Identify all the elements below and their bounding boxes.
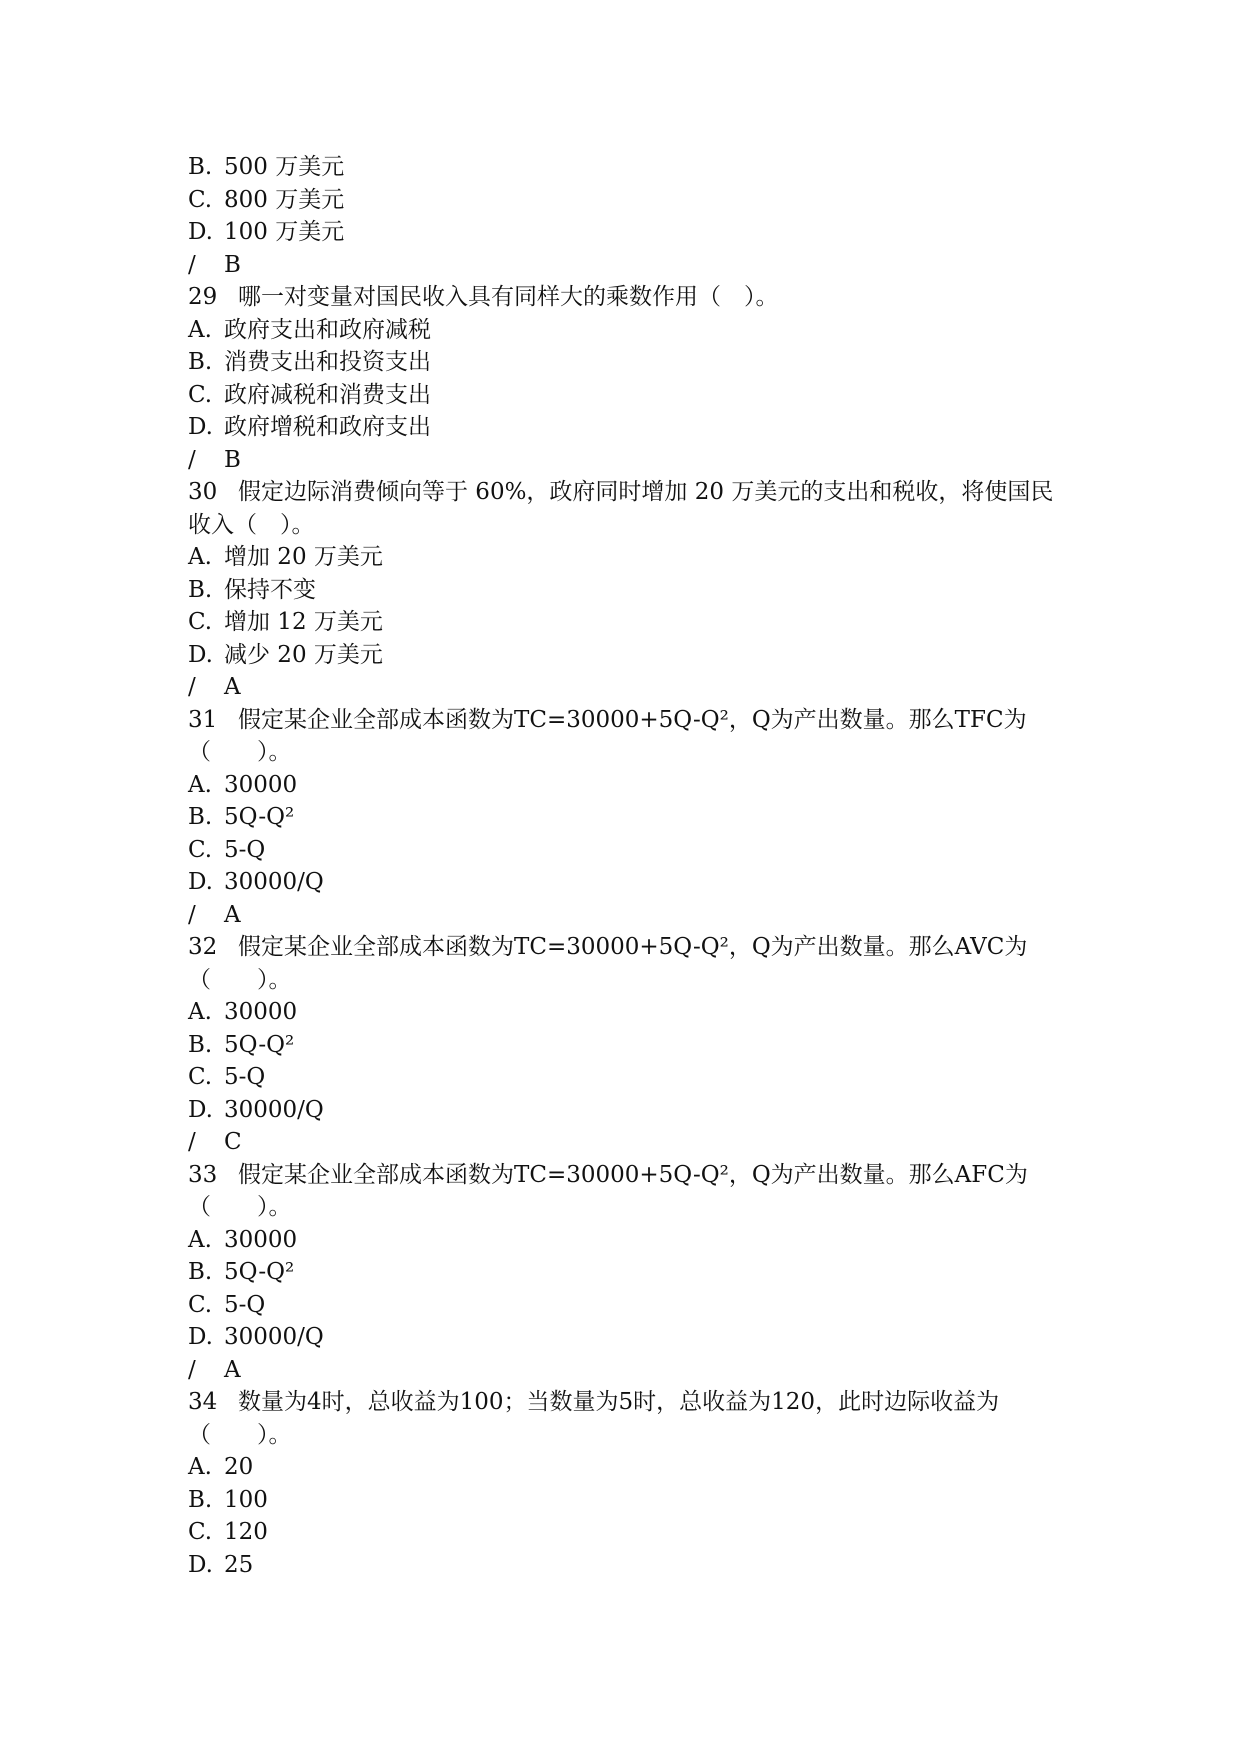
- option-line: [188, 996, 1068, 1029]
- answer-marker: /: [188, 1356, 196, 1383]
- option-line: [188, 574, 1068, 607]
- answer-marker: /: [188, 446, 196, 473]
- option-label: B.: [188, 154, 213, 180]
- answer-value: B: [224, 251, 241, 278]
- option-text: 保持不变: [224, 576, 316, 603]
- answer-value: B: [224, 446, 241, 473]
- option-line: [188, 1094, 1068, 1127]
- option-line: [188, 1516, 1068, 1549]
- option-label: D.: [188, 641, 213, 668]
- question-text: 假定某企业全部成本函数为TC=30000+5Q-Q²，Q为产出数量。那么AVC为（ ）。: [188, 934, 1028, 993]
- option-text: 25: [224, 1551, 254, 1578]
- option-text: 政府减税和消费支出: [224, 381, 431, 408]
- option-label: A.: [188, 316, 212, 343]
- option-label: A.: [188, 999, 212, 1025]
- option-text: 增加 20 万美元: [224, 544, 383, 570]
- option-text: 5Q-Q²: [224, 1259, 295, 1285]
- question-stem: [188, 704, 1068, 769]
- option-label: C.: [188, 381, 213, 408]
- option-label: B.: [188, 349, 213, 375]
- answer-line: [188, 671, 1068, 704]
- question-number: 33: [188, 1161, 218, 1188]
- option-label: B.: [188, 1259, 213, 1285]
- option-text: 100 万美元: [224, 219, 345, 245]
- option-text: 5Q-Q²: [224, 804, 295, 830]
- option-line: [188, 1029, 1068, 1062]
- option-text: 增加 12 万美元: [224, 609, 383, 635]
- option-line: [188, 151, 1068, 184]
- question-stem: [188, 931, 1068, 996]
- option-line: [188, 1321, 1068, 1354]
- question-number: 32: [188, 934, 218, 960]
- option-label: D.: [188, 1096, 213, 1123]
- answer-line: [188, 249, 1068, 282]
- option-text: 30000: [224, 771, 298, 798]
- option-label: A.: [188, 1226, 212, 1253]
- question-number: 30: [188, 479, 218, 505]
- option-text: 800 万美元: [224, 186, 345, 213]
- option-line: [188, 606, 1068, 639]
- option-label: A.: [188, 1454, 212, 1480]
- question-stem: [188, 281, 1068, 314]
- option-label: B.: [188, 804, 213, 830]
- option-text: 120: [224, 1519, 268, 1545]
- option-text: 消费支出和投资支出: [224, 349, 431, 375]
- option-line: [188, 639, 1068, 672]
- option-text: 30000/Q: [224, 1324, 324, 1350]
- option-text: 5-Q: [224, 836, 266, 863]
- answer-line: [188, 899, 1068, 932]
- option-label: A.: [188, 544, 212, 570]
- question-stem: [188, 1386, 1068, 1451]
- question-list: [188, 151, 1068, 1581]
- answer-value: C: [224, 1129, 242, 1155]
- option-line: [188, 216, 1068, 249]
- option-label: C.: [188, 1291, 213, 1318]
- option-line: [188, 801, 1068, 834]
- answer-line: [188, 1126, 1068, 1159]
- question-text: 哪一对变量对国民收入具有同样大的乘数作用（ ）。: [238, 284, 779, 310]
- option-line: [188, 769, 1068, 802]
- option-label: B.: [188, 576, 213, 603]
- option-text: 30000: [224, 999, 298, 1025]
- option-label: D.: [188, 1324, 213, 1350]
- option-line: [188, 379, 1068, 412]
- option-line: [188, 1451, 1068, 1484]
- option-line: [188, 541, 1068, 574]
- answer-value: A: [224, 674, 241, 700]
- option-label: D.: [188, 219, 213, 245]
- option-label: C.: [188, 1064, 213, 1090]
- answer-marker: /: [188, 674, 196, 700]
- option-label: D.: [188, 869, 213, 895]
- option-line: [188, 411, 1068, 444]
- option-label: D.: [188, 414, 213, 440]
- answer-line: [188, 1354, 1068, 1387]
- option-line: [188, 1549, 1068, 1582]
- option-line: [188, 1484, 1068, 1517]
- option-label: C.: [188, 609, 213, 635]
- question-text: 假定某企业全部成本函数为TC=30000+5Q-Q²，Q为产出数量。那么TFC为（ ）。: [188, 706, 1027, 765]
- option-line: [188, 866, 1068, 899]
- answer-marker: /: [188, 901, 196, 928]
- option-text: 30000/Q: [224, 1096, 324, 1123]
- option-line: [188, 834, 1068, 867]
- option-line: [188, 184, 1068, 217]
- option-label: A.: [188, 771, 212, 798]
- option-text: 5-Q: [224, 1291, 266, 1318]
- option-label: C.: [188, 836, 213, 863]
- question-stem: [188, 1159, 1068, 1224]
- question-number: 34: [188, 1389, 218, 1415]
- option-line: [188, 1061, 1068, 1094]
- question-text: 假定边际消费倾向等于 60%，政府同时增加 20 万美元的支出和税收，将使国民收入（ ）。: [188, 479, 1054, 538]
- option-text: 100: [224, 1486, 268, 1513]
- option-label: C.: [188, 1519, 213, 1545]
- question-text: 假定某企业全部成本函数为TC=30000+5Q-Q²，Q为产出数量。那么AFC为（ ）。: [188, 1161, 1028, 1220]
- answer-value: A: [224, 1356, 241, 1383]
- question-number: 29: [188, 284, 218, 310]
- option-line: [188, 346, 1068, 379]
- option-label: D.: [188, 1551, 213, 1578]
- question-text: 数量为4时，总收益为100；当数量为5时，总收益为120，此时边际收益为（ ）。: [188, 1389, 1000, 1448]
- option-text: 30000: [224, 1226, 298, 1253]
- option-text: 500 万美元: [224, 154, 345, 180]
- answer-line: [188, 444, 1068, 477]
- option-label: B.: [188, 1031, 213, 1058]
- option-text: 5-Q: [224, 1064, 266, 1090]
- answer-marker: /: [188, 251, 196, 278]
- option-text: 减少 20 万美元: [224, 641, 383, 668]
- answer-marker: /: [188, 1129, 196, 1155]
- option-text: 20: [224, 1454, 254, 1480]
- question-stem: [188, 476, 1068, 541]
- option-line: [188, 314, 1068, 347]
- option-text: 5Q-Q²: [224, 1031, 295, 1058]
- option-line: [188, 1256, 1068, 1289]
- option-line: [188, 1224, 1068, 1257]
- answer-value: A: [224, 901, 241, 928]
- question-number: 31: [188, 706, 218, 733]
- option-text: 30000/Q: [224, 869, 324, 895]
- option-label: C.: [188, 186, 213, 213]
- option-text: 政府支出和政府减税: [224, 316, 431, 343]
- option-text: 政府增税和政府支出: [224, 414, 431, 440]
- option-line: [188, 1289, 1068, 1322]
- option-label: B.: [188, 1486, 213, 1513]
